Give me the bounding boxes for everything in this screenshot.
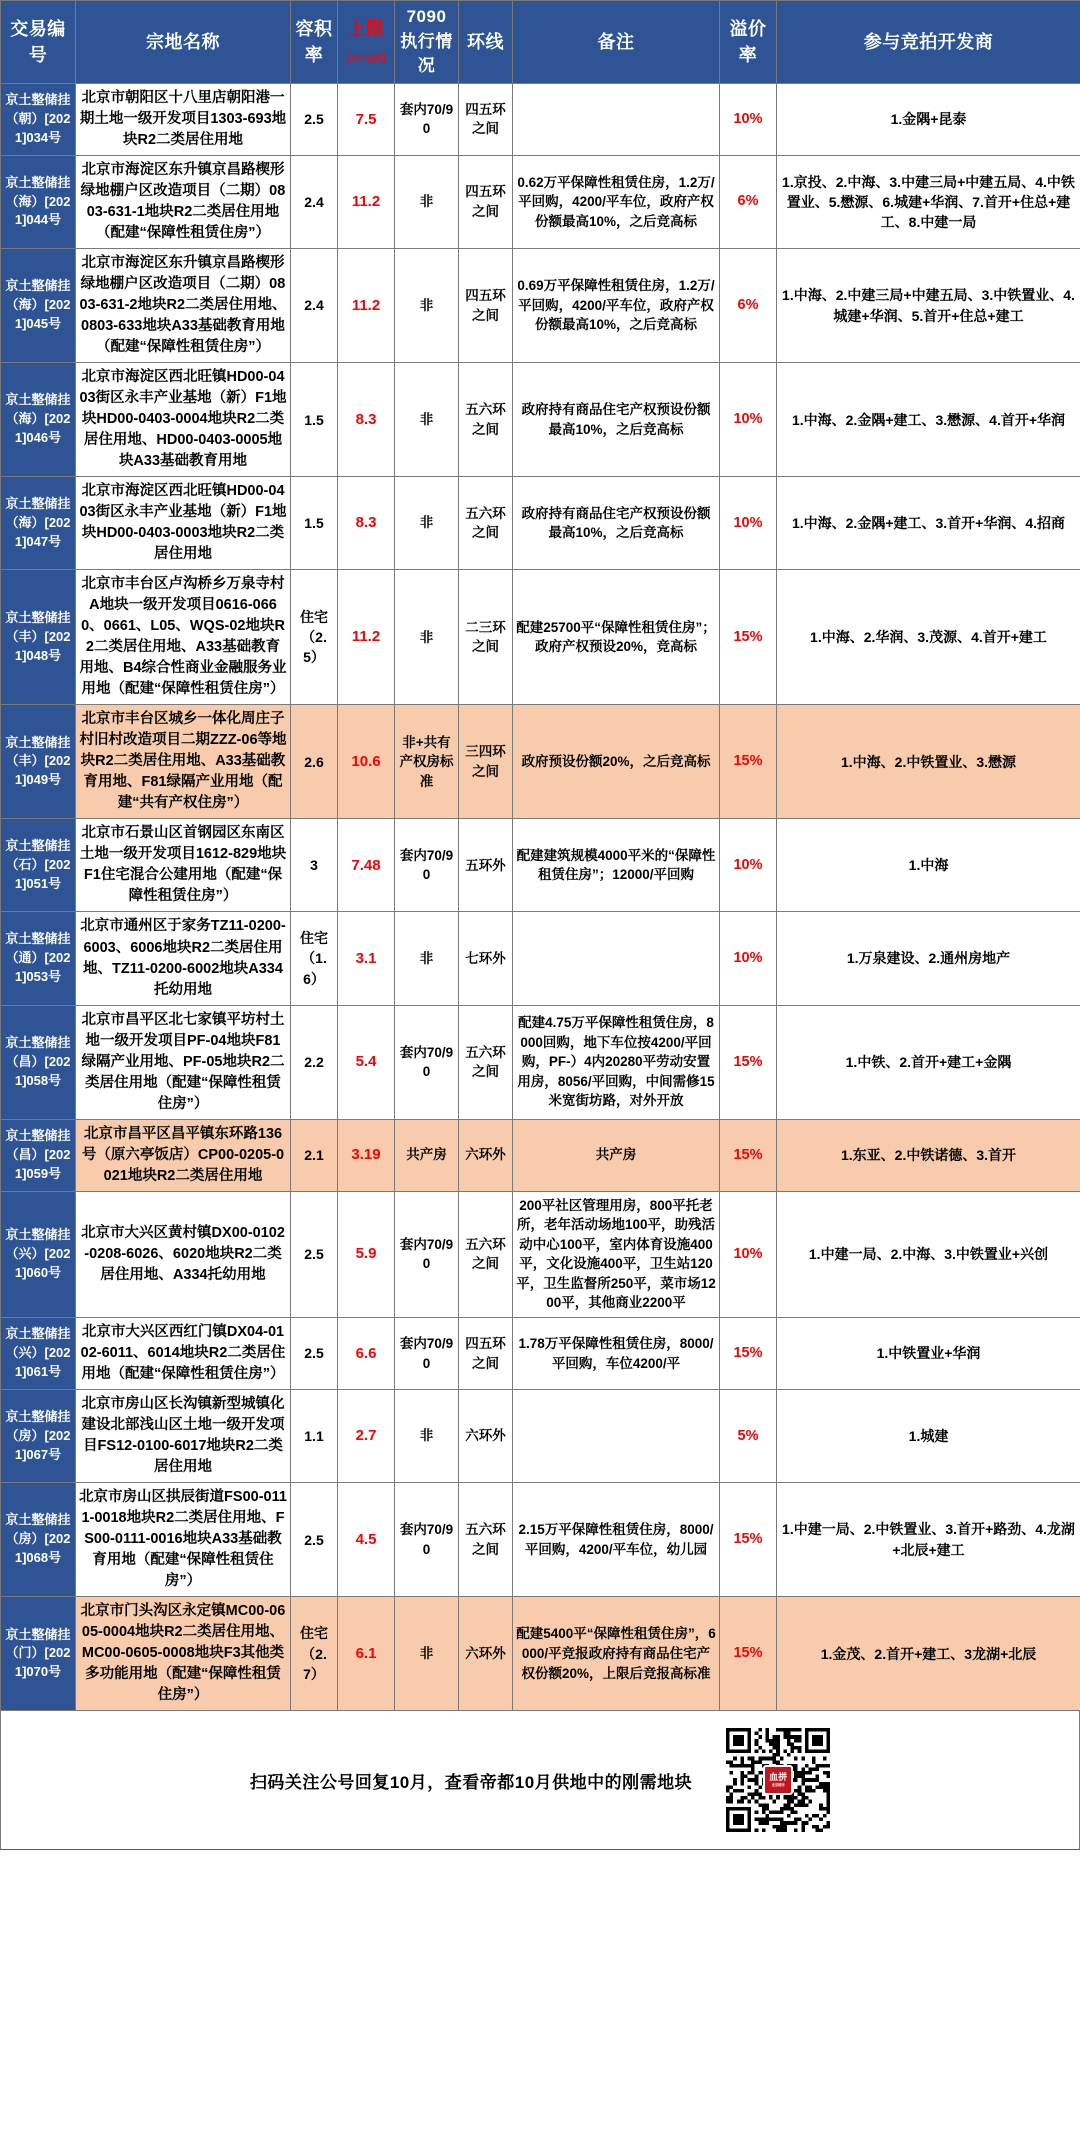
cell-transaction-code: 京土整储挂（海）[2021]047号 [1, 477, 76, 570]
table-row [1, 912, 1080, 1005]
cell-transaction-code: 京土整储挂（丰）[2021]048号 [1, 570, 76, 705]
col-header-price-cap-unit: (万元/㎡) [346, 52, 386, 64]
cell-price-cap: 4.5 [338, 1483, 395, 1597]
cell-parcel-name: 北京市房山区拱辰街道FS00-0111-0018地块R2二类居住用地、FS00-0111-0016地块A33基础教育用地（配建“保障性租赁住房”） [76, 1483, 291, 1597]
cell-parcel-name: 北京市海淀区西北旺镇HD00-0403街区永丰产业基地（新）F1地块HD00-0403-0004地块R2二类居住用地、HD00-0403-0005地块A33基础教育用地 [76, 363, 291, 477]
cell-remarks: 1.78万平保障性租赁住房，8000/平回购，车位4200/平 [513, 1318, 720, 1390]
cell-premium-rate: 10% [720, 83, 777, 155]
table-row [1, 1191, 1080, 1317]
cell-price-cap: 8.3 [338, 477, 395, 570]
cell-transaction-code: 京土整储挂（房）[2021]068号 [1, 1483, 76, 1597]
cell-price-cap: 7.5 [338, 83, 395, 155]
table-row [1, 155, 1080, 248]
cell-developers: 1.万泉建设、2.通州房地产 [777, 912, 1080, 1005]
cell-premium-rate: 15% [720, 1597, 777, 1711]
cell-transaction-code: 京土整储挂（通）[2021]053号 [1, 912, 76, 1005]
cell-ring-road: 七环外 [459, 912, 513, 1005]
cell-7090-status: 套内70/90 [395, 819, 459, 912]
cell-parcel-name: 北京市昌平区北七家镇平坊村土地一级开发项目PF-04地块F81绿隔产业用地、PF-05地块R2二类居住用地（配建“保障性租赁住房”） [76, 1005, 291, 1119]
cell-ring-road: 五六环之间 [459, 477, 513, 570]
cell-developers: 1.中铁、2.首开+建工+金隅 [777, 1005, 1080, 1119]
table-row [1, 1483, 1080, 1597]
cell-remarks: 政府持有商品住宅产权预设份额最高10%，之后竞高标 [513, 363, 720, 477]
table-row [1, 1390, 1080, 1483]
qr-logo [763, 1765, 793, 1795]
col-header-far: 容积率 [291, 1, 338, 84]
cell-developers: 1.中海、2.金隅+建工、3.首开+华润、4.招商 [777, 477, 1080, 570]
table-row [1, 570, 1080, 705]
cell-developers: 1.中铁置业+华润 [777, 1318, 1080, 1390]
cell-remarks: 政府持有商品住宅产权预设份额最高10%，之后竞高标 [513, 477, 720, 570]
table-body [1, 83, 1080, 1710]
table-row [1, 477, 1080, 570]
cell-remarks: 200平社区管理用房，800平托老所，老年活动场地100平，助残活动中心100平，室内体育设施400平，文化设施400平，卫生站120平，卫生监督所250平，菜市场1200平，其他商业2200平 [513, 1191, 720, 1317]
cell-remarks: 配建5400平“保障性租赁住房”，6000/平竞报政府持有商品住宅产权份额20%，上限后竞报高标准 [513, 1597, 720, 1711]
cell-remarks: 0.62万平保障性租赁住房，1.2万/平回购，4200/平车位，政府产权份额最高10%，之后竞高标 [513, 155, 720, 248]
cell-ring-road: 三四环之间 [459, 705, 513, 819]
cell-floor-area-ratio: 2.4 [291, 155, 338, 248]
cell-transaction-code: 京土整储挂（房）[2021]067号 [1, 1390, 76, 1483]
cell-transaction-code: 京土整储挂（昌）[2021]059号 [1, 1119, 76, 1191]
cell-premium-rate: 15% [720, 1318, 777, 1390]
cell-transaction-code: 京土整储挂（海）[2021]046号 [1, 363, 76, 477]
cell-parcel-name: 北京市通州区于家务TZ11-0200-6003、6006地块R2二类居住用地、TZ11-0200-6002地块A334托幼用地 [76, 912, 291, 1005]
cell-developers: 1.京投、2.中海、3.中建三局+中建五局、4.中铁置业、5.懋源、6.城建+华润、7.首开+住总+建工、8.中建一局 [777, 155, 1080, 248]
cell-price-cap: 10.6 [338, 705, 395, 819]
cell-transaction-code: 京土整储挂（兴）[2021]061号 [1, 1318, 76, 1390]
cell-parcel-name: 北京市海淀区西北旺镇HD00-0403街区永丰产业基地（新）F1地块HD00-0403-0003地块R2二类居住用地 [76, 477, 291, 570]
cell-premium-rate: 5% [720, 1390, 777, 1483]
col-header-note: 备注 [513, 1, 720, 84]
cell-developers: 1.中建一局、2.中海、3.中铁置业+兴创 [777, 1191, 1080, 1317]
col-header-developers: 参与竞拍开发商 [777, 1, 1080, 84]
cell-parcel-name: 北京市昌平区昌平镇东环路136号（原六亭饭店）CP00-0205-0021地块R2二类居住用地 [76, 1119, 291, 1191]
cell-remarks: 配建建筑规模4000平米的“保障性租赁住房”；12000/平回购 [513, 819, 720, 912]
cell-7090-status: 非+共有产权房标准 [395, 705, 459, 819]
cell-developers: 1.金隅+昆泰 [777, 83, 1080, 155]
table-header [1, 1, 1080, 84]
cell-ring-road: 五六环之间 [459, 363, 513, 477]
cell-parcel-name: 北京市门头沟区永定镇MC00-0605-0004地块R2二类居住用地、MC00-0605-0008地块F3其他类多功能用地（配建“保障性租赁住房”） [76, 1597, 291, 1711]
cell-parcel-name: 北京市朝阳区十八里店朝阳港一期土地一级开发项目1303-693地块R2二类居住用地 [76, 83, 291, 155]
cell-floor-area-ratio: 3 [291, 819, 338, 912]
cell-ring-road: 五六环之间 [459, 1483, 513, 1597]
col-header-name: 宗地名称 [76, 1, 291, 84]
cell-parcel-name: 北京市海淀区东升镇京昌路楔形绿地棚户区改造项目（二期）0803-631-1地块R2二类居住用地（配建“保障性租赁住房”） [76, 155, 291, 248]
cell-price-cap: 11.2 [338, 570, 395, 705]
cell-premium-rate: 10% [720, 363, 777, 477]
header-row [1, 1, 1080, 84]
cell-developers: 1.东亚、2.中铁诺德、3.首开 [777, 1119, 1080, 1191]
cell-premium-rate: 10% [720, 1191, 777, 1317]
cell-7090-status: 非 [395, 363, 459, 477]
cell-parcel-name: 北京市大兴区西红门镇DX04-0102-6011、6014地块R2二类居住用地（配建“保障性租赁住房”） [76, 1318, 291, 1390]
table-row [1, 819, 1080, 912]
cell-floor-area-ratio: 2.5 [291, 1191, 338, 1317]
cell-floor-area-ratio: 住宅（2.7） [291, 1597, 338, 1711]
qr-code[interactable] [726, 1728, 830, 1832]
cell-transaction-code: 京土整储挂（海）[2021]044号 [1, 155, 76, 248]
cell-parcel-name: 北京市房山区长沟镇新型城镇化建设北部浅山区土地一级开发项目FS12-0100-6017地块R2二类居住用地 [76, 1390, 291, 1483]
col-header-7090: 7090执行情况 [395, 1, 459, 84]
cell-premium-rate: 6% [720, 155, 777, 248]
cell-ring-road: 六环外 [459, 1119, 513, 1191]
cell-price-cap: 11.2 [338, 249, 395, 363]
cell-remarks: 2.15万平保障性租赁住房，8000/平回购，4200/平车位，幼儿园 [513, 1483, 720, 1597]
table-row [1, 363, 1080, 477]
cell-remarks: 配建25700平“保障性租赁住房”；政府产权预设20%，竞高标 [513, 570, 720, 705]
cell-price-cap: 7.48 [338, 819, 395, 912]
cell-developers: 1.城建 [777, 1390, 1080, 1483]
table-row [1, 705, 1080, 819]
cell-developers: 1.中建一局、2.中铁置业、3.首开+路劲、4.龙湖+北辰+建工 [777, 1483, 1080, 1597]
cell-transaction-code: 京土整储挂（丰）[2021]049号 [1, 705, 76, 819]
cell-7090-status: 非 [395, 1597, 459, 1711]
col-header-code: 交易编号 [1, 1, 76, 84]
cell-premium-rate: 10% [720, 477, 777, 570]
cell-price-cap: 6.1 [338, 1597, 395, 1711]
cell-developers: 1.中海、2.中建三局+中建五局、3.中铁置业、4.城建+华润、5.首开+住总+建工 [777, 249, 1080, 363]
cell-price-cap: 3.19 [338, 1119, 395, 1191]
cell-ring-road: 四五环之间 [459, 155, 513, 248]
cell-premium-rate: 15% [720, 705, 777, 819]
cell-developers: 1.中海、2.金隅+建工、3.懋源、4.首开+华润 [777, 363, 1080, 477]
cell-7090-status: 套内70/90 [395, 1318, 459, 1390]
footer-caption: 扫码关注公号回复10月，查看帝都10月供地中的刚需地块 [249, 1772, 693, 1792]
cell-premium-rate: 10% [720, 912, 777, 1005]
cell-remarks [513, 1390, 720, 1483]
cell-floor-area-ratio: 2.1 [291, 1119, 338, 1191]
table-row [1, 1318, 1080, 1390]
cell-premium-rate: 15% [720, 1005, 777, 1119]
cell-remarks: 0.69万平保障性租赁住房，1.2万/平回购，4200/平车位，政府产权份额最高10%，之后竞高标 [513, 249, 720, 363]
cell-remarks: 共产房 [513, 1119, 720, 1191]
cell-premium-rate: 6% [720, 249, 777, 363]
cell-price-cap: 11.2 [338, 155, 395, 248]
cell-parcel-name: 北京市大兴区黄村镇DX00-0102-0208-6026、6020地块R2二类居住用地、A334托幼用地 [76, 1191, 291, 1317]
cell-7090-status: 套内70/90 [395, 83, 459, 155]
cell-developers: 1.中海 [777, 819, 1080, 912]
cell-7090-status: 非 [395, 155, 459, 248]
cell-7090-status: 非 [395, 1390, 459, 1483]
cell-7090-status: 套内70/90 [395, 1005, 459, 1119]
cell-ring-road: 六环外 [459, 1390, 513, 1483]
cell-remarks [513, 83, 720, 155]
cell-transaction-code: 京土整储挂（门）[2021]070号 [1, 1597, 76, 1711]
cell-price-cap: 5.4 [338, 1005, 395, 1119]
cell-floor-area-ratio: 1.5 [291, 363, 338, 477]
cell-floor-area-ratio: 住宅（2.5） [291, 570, 338, 705]
table-row [1, 1119, 1080, 1191]
cell-transaction-code: 京土整储挂（兴）[2021]060号 [1, 1191, 76, 1317]
cell-price-cap: 5.9 [338, 1191, 395, 1317]
qr-logo-line2: 北京楼市 [771, 1782, 785, 1787]
cell-floor-area-ratio: 2.5 [291, 83, 338, 155]
qr-logo-line1: 血拼 [769, 1772, 788, 1783]
cell-floor-area-ratio: 2.4 [291, 249, 338, 363]
cell-parcel-name: 北京市石景山区首钢园区东南区土地一级开发项目1612-829地块F1住宅混合公建用地（配建“保障性租赁住房”） [76, 819, 291, 912]
cell-7090-status: 套内70/90 [395, 1191, 459, 1317]
cell-ring-road: 四五环之间 [459, 83, 513, 155]
cell-premium-rate: 10% [720, 819, 777, 912]
cell-transaction-code: 京土整储挂（朝）[2021]034号 [1, 83, 76, 155]
cell-ring-road: 五环外 [459, 819, 513, 912]
cell-ring-road: 五六环之间 [459, 1191, 513, 1317]
cell-transaction-code: 京土整储挂（海）[2021]045号 [1, 249, 76, 363]
cell-7090-status: 共产房 [395, 1119, 459, 1191]
col-header-price-cap-text: 上限 [347, 18, 385, 39]
cell-parcel-name: 北京市丰台区城乡一体化周庄子村旧村改造项目二期ZZZ-06等地块R2二类居住用地、A33基础教育用地、F81绿隔产业用地（配建“共有产权住房”） [76, 705, 291, 819]
cell-ring-road: 六环外 [459, 1597, 513, 1711]
cell-remarks: 配建4.75万平保障性租赁住房，8000回购，地下车位按4200/平回购，PF-）4内20280平劳动安置用房，8056/平回购，中间需修15米宽街坊路，对外开放 [513, 1005, 720, 1119]
cell-transaction-code: 京土整储挂（石）[2021]051号 [1, 819, 76, 912]
cell-floor-area-ratio: 住宅（1.6） [291, 912, 338, 1005]
cell-7090-status: 非 [395, 477, 459, 570]
cell-floor-area-ratio: 2.5 [291, 1318, 338, 1390]
cell-price-cap: 3.1 [338, 912, 395, 1005]
cell-ring-road: 四五环之间 [459, 1318, 513, 1390]
cell-developers: 1.金茂、2.首开+建工、3龙湖+北辰 [777, 1597, 1080, 1711]
cell-7090-status: 非 [395, 249, 459, 363]
cell-remarks [513, 912, 720, 1005]
cell-floor-area-ratio: 2.6 [291, 705, 338, 819]
cell-premium-rate: 15% [720, 570, 777, 705]
cell-price-cap: 2.7 [338, 1390, 395, 1483]
cell-developers: 1.中海、2.华润、3.茂源、4.首开+建工 [777, 570, 1080, 705]
cell-premium-rate: 15% [720, 1483, 777, 1597]
cell-7090-status: 非 [395, 912, 459, 1005]
table-row [1, 83, 1080, 155]
cell-price-cap: 6.6 [338, 1318, 395, 1390]
cell-floor-area-ratio: 1.1 [291, 1390, 338, 1483]
cell-floor-area-ratio: 2.2 [291, 1005, 338, 1119]
col-header-price-cap [338, 1, 395, 84]
cell-ring-road: 二三环之间 [459, 570, 513, 705]
footer [0, 1711, 1080, 1850]
cell-7090-status: 非 [395, 570, 459, 705]
cell-price-cap: 8.3 [338, 363, 395, 477]
cell-parcel-name: 北京市丰台区卢沟桥乡万泉寺村A地块一级开发项目0616-0660、0661、L05、WQS-02地块R2二类居住用地、A33基础教育用地、B4综合性商业金融服务业用地（配建“保障性租赁住房”） [76, 570, 291, 705]
cell-premium-rate: 15% [720, 1119, 777, 1191]
cell-remarks: 政府预设份额20%，之后竞高标 [513, 705, 720, 819]
cell-floor-area-ratio: 2.5 [291, 1483, 338, 1597]
cell-ring-road: 五六环之间 [459, 1005, 513, 1119]
col-header-premium: 溢价率 [720, 1, 777, 84]
cell-7090-status: 套内70/90 [395, 1483, 459, 1597]
cell-developers: 1.中海、2.中铁置业、3.懋源 [777, 705, 1080, 819]
table-row [1, 1005, 1080, 1119]
cell-ring-road: 四五环之间 [459, 249, 513, 363]
col-header-ring: 环线 [459, 1, 513, 84]
cell-floor-area-ratio: 1.5 [291, 477, 338, 570]
cell-parcel-name: 北京市海淀区东升镇京昌路楔形绿地棚户区改造项目（二期）0803-631-2地块R2二类居住用地、0803-633地块A33基础教育用地（配建“保障性租赁住房”） [76, 249, 291, 363]
table-row [1, 249, 1080, 363]
table-row [1, 1597, 1080, 1711]
cell-transaction-code: 京土整储挂（昌）[2021]058号 [1, 1005, 76, 1119]
